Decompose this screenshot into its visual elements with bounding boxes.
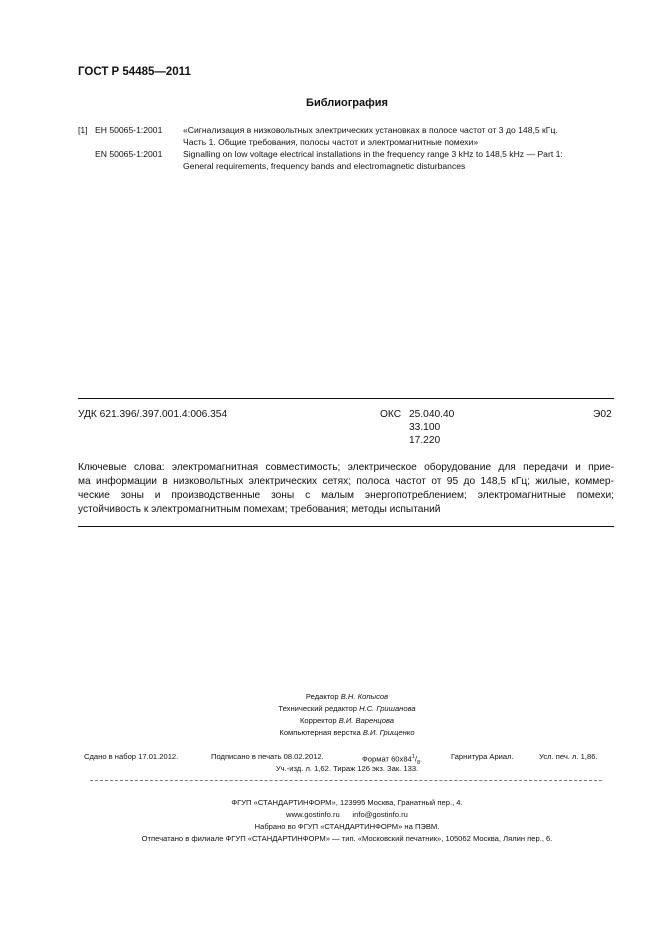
oks-label: ОКС [380,409,402,420]
keywords-line: устойчивость к электромагнитным помехам; требования; методы испытаний [78,504,441,515]
imprint-print-sheets: Усл. печ. л. 1,86. [539,752,598,761]
imprint-format: Формат $60x84^1/_8$. [362,754,423,767]
credit-tech-editor: Технический редактор Н.С. Гришанова [278,704,416,713]
bibliography-ref-en: EN 50065-1:2001 [95,149,163,159]
oks-code-3: 17.220 [409,435,441,446]
keywords-line: ма информации в низковольтных электрических сетях; полоса частот от 95 до 148,5 кГц; жилые, коммер- [78,476,614,487]
publisher-printed: Отпечатано в филиале ФГУП «СТАНДАРТИНФОРМ» — тип. «Московский печатник», 105062 Москва, Лялин пер., 6. [141,834,553,843]
imprint-signed: Подписано в печать 08.02.2012. [211,752,324,761]
publisher-typeset: Набрано во ФГУП «СТАНДАРТИНФОРМ» на ПЭВМ. [254,822,440,831]
credit-editor: Редактор В.Н. Копысов [305,692,389,701]
bibliography-title: Библиография [306,97,388,109]
credit-proofreader: Корректор В.И. Варенцова [299,716,395,725]
bibliography-title-en-line-1: Signalling on low voltage electrical installations in the frequency range 3 kHz to 148,5 kHz — Part 1: [183,149,563,159]
oks-code-2: 33.100 [409,422,441,433]
bibliography-ref-ru: ЕН 50065-1:2001 [95,125,163,135]
bibliography-title-ru-line-2: Часть 1. Общие требования, полосы частот и электромагнитные помехи» [183,137,479,147]
rule-bottom [78,526,614,527]
publisher-website[interactable]: www.gostinfo.ru [286,810,340,819]
oks-code-1: 25.040.40 [409,409,455,420]
rule-top [78,398,614,399]
bibliography-title-en-line-2: General requirements, frequency bands and electromagnetic disturbances [183,161,466,171]
dashed-divider [90,780,602,781]
keywords-line: Ключевые слова: электромагнитная совместимость; электрическое оборудование для передачи и прие- [78,462,614,473]
keywords-line: ческие зоны и производственные зоны с малым энергопотреблением; электромагнитные помехи; [78,490,614,501]
publisher-email[interactable]: info@gostinfo.ru [352,810,408,819]
bibliography-title-ru-line-1: «Сигнализация в низковольтных электрических установках в полосе частот от 3 до 148,5 кГц. [183,125,558,135]
imprint-line-2: Уч.-изд. л. 1,62. Тираж 126 экз. Зак. 133. [275,764,419,773]
okstu-code: Э02 [593,409,612,420]
bibliography-entry-number: [1] [78,125,88,135]
standard-number: ГОСТ Р 54485—2011 [78,66,191,78]
credit-layout: Компьютерная верстка В.И. Грищенко [279,728,415,737]
imprint-typeface: Гарнитура Ариал. [451,752,514,761]
imprint-submitted: Сдано в набор 17.01.2012. [84,752,179,761]
udk-code: УДК 621.396/.397.001.4:006.354 [78,409,228,420]
publisher-contacts [0,809,661,821]
keywords-block [78,461,614,517]
publisher-address: ФГУП «СТАНДАРТИНФОРМ», 123995 Москва, Гранатный пер., 4. [231,798,463,807]
